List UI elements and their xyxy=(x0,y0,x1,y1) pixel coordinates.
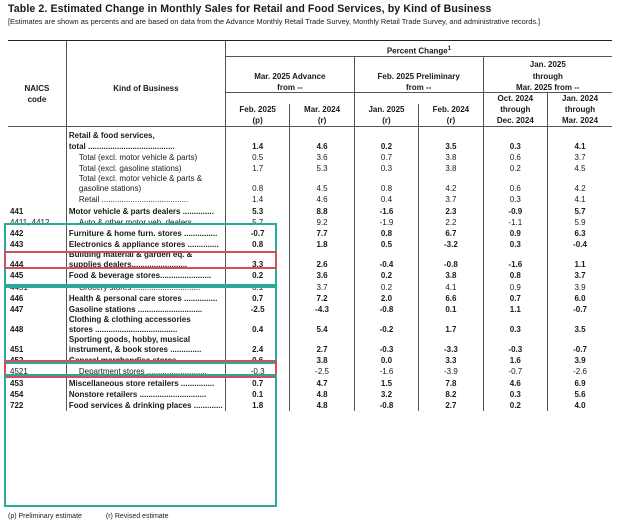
kind-line-1: Department stores ........................... xyxy=(78,367,207,377)
value-cell: 2.0 xyxy=(354,293,418,304)
value-cell: 0.8 xyxy=(225,239,289,250)
value-cell: -0.4 xyxy=(548,239,612,250)
value-cell: -1.6 xyxy=(354,366,418,377)
value-cell: 1.8 xyxy=(225,400,289,411)
value-cell: 5.4 xyxy=(290,315,354,335)
sales-table-container xyxy=(8,40,612,411)
value-cell: 0.8 xyxy=(483,270,547,281)
naics-code-cell: 447 xyxy=(10,304,24,314)
naics-code-cell xyxy=(8,152,66,163)
value-cell: -0.7 xyxy=(483,366,547,377)
naics-code-cell: 4411, 4412 xyxy=(10,217,50,227)
kind-of-business-header: Kind of Business xyxy=(66,81,225,93)
value-cell: 4.2 xyxy=(419,174,483,194)
value-cell: 0.9 xyxy=(483,281,547,292)
naics-code-cell: 441 xyxy=(10,206,24,216)
value-cell: -0.9 xyxy=(483,205,547,216)
kind-of-business-cell xyxy=(66,228,225,239)
value-cell: 0.1 xyxy=(419,304,483,315)
kind-line-1: Food services & drinking places ............. xyxy=(68,400,223,410)
footnote-preliminary: (p) Preliminary estimate xyxy=(8,513,82,520)
value-cell: 0.3 xyxy=(483,239,547,250)
naics-code-cell xyxy=(8,163,66,174)
kind-line-1: Total (excl. motor vehicle & parts) xyxy=(78,153,198,163)
kind-line-1: Building material & garden eq. & xyxy=(68,250,193,260)
col5-line2: through xyxy=(483,104,547,115)
value-cell: -3.2 xyxy=(419,239,483,250)
value-cell: 0.4 xyxy=(225,315,289,335)
naics-code-cell: 451 xyxy=(10,344,24,354)
value-cell: 0.3 xyxy=(483,315,547,335)
value-cell: 1.1 xyxy=(483,304,547,315)
value-cell xyxy=(225,130,289,141)
naics-code-cell: 454 xyxy=(10,389,24,399)
kind-of-business-cell xyxy=(66,281,225,292)
table-row xyxy=(8,400,612,411)
kind-of-business-cell xyxy=(66,194,225,205)
value-cell: 5.7 xyxy=(548,205,612,216)
col6-line1: Jan. 2024 xyxy=(548,93,612,104)
kind-of-business-cell xyxy=(66,293,225,304)
value-cell: 0.2 xyxy=(483,163,547,174)
value-cell: 7.2 xyxy=(290,293,354,304)
value-cell: -4.3 xyxy=(290,304,354,315)
kind-line-1: General merchandise stores................... xyxy=(68,356,219,366)
naics-code-cell: 445 xyxy=(10,271,24,281)
value-cell: 2.2 xyxy=(419,217,483,228)
kind-line-1: total ....................................... xyxy=(68,141,175,151)
value-cell: 0.1 xyxy=(225,281,289,292)
value-cell: 0.8 xyxy=(354,174,418,194)
naics-code-cell xyxy=(8,141,66,152)
value-cell: 8.2 xyxy=(419,389,483,400)
value-cell: 3.8 xyxy=(419,152,483,163)
value-cell xyxy=(419,130,483,141)
value-cell: 0.0 xyxy=(354,355,418,366)
value-cell: 0.3 xyxy=(483,389,547,400)
naics-code-cell: 722 xyxy=(10,400,24,410)
value-cell: 0.7 xyxy=(354,152,418,163)
table-row xyxy=(8,228,612,239)
value-cell: -0.3 xyxy=(354,335,418,355)
table-row xyxy=(8,205,612,216)
value-cell: -0.3 xyxy=(225,366,289,377)
value-cell: 7.7 xyxy=(290,228,354,239)
value-cell: 3.2 xyxy=(354,389,418,400)
table-row xyxy=(8,163,612,174)
value-cell: -0.7 xyxy=(548,304,612,315)
sales-change-table xyxy=(8,40,612,411)
value-cell: 0.7 xyxy=(225,293,289,304)
kind-of-business-cell xyxy=(66,400,225,411)
kind-of-business-cell xyxy=(66,335,225,355)
naics-header-line2: code xyxy=(27,94,47,104)
value-cell xyxy=(483,130,547,141)
col6-line3: Mar. 2024 xyxy=(548,115,612,127)
value-cell: 4.2 xyxy=(548,174,612,194)
value-cell: 4.0 xyxy=(548,400,612,411)
value-cell: 1.4 xyxy=(225,194,289,205)
kind-line-2: instrument, & book stores .............. xyxy=(68,344,202,354)
value-cell: 0.4 xyxy=(354,194,418,205)
value-cell: 4.7 xyxy=(290,377,354,388)
value-cell: 3.7 xyxy=(290,281,354,292)
value-cell: 3.6 xyxy=(290,270,354,281)
value-cell: 4.8 xyxy=(290,389,354,400)
kind-of-business-cell xyxy=(66,239,225,250)
naics-code-cell: 442 xyxy=(10,229,24,238)
value-cell: -0.7 xyxy=(548,335,612,355)
col3-line2: (r) xyxy=(354,115,418,127)
value-cell: 3.5 xyxy=(548,315,612,335)
value-cell: -0.4 xyxy=(354,250,418,270)
value-cell: 2.4 xyxy=(225,335,289,355)
table-body xyxy=(8,130,612,411)
naics-code-cell: 453 xyxy=(10,378,24,388)
kind-of-business-cell xyxy=(66,205,225,216)
value-cell: 3.8 xyxy=(419,270,483,281)
table-row xyxy=(8,270,612,281)
table-row xyxy=(8,174,612,194)
value-cell: -2.6 xyxy=(548,366,612,377)
value-cell: -0.3 xyxy=(483,335,547,355)
col4-line1: Feb. 2024 xyxy=(419,104,483,115)
value-cell: 3.7 xyxy=(548,152,612,163)
value-cell: 2.6 xyxy=(290,250,354,270)
value-cell: 0.2 xyxy=(354,141,418,152)
value-cell: 1.6 xyxy=(483,355,547,366)
table-row xyxy=(8,239,612,250)
value-cell: -1.6 xyxy=(483,250,547,270)
value-cell: 6.9 xyxy=(548,377,612,388)
table-row xyxy=(8,194,612,205)
value-cell: 1.5 xyxy=(354,377,418,388)
table-row xyxy=(8,152,612,163)
naics-code-cell: 448 xyxy=(10,324,24,334)
value-cell: 1.7 xyxy=(225,163,289,174)
value-cell: -0.2 xyxy=(354,315,418,335)
table-row xyxy=(8,281,612,292)
naics-header-line1: NAICS xyxy=(24,83,50,93)
value-cell: 4.1 xyxy=(419,281,483,292)
value-cell: 4.1 xyxy=(548,141,612,152)
value-cell: -1.9 xyxy=(354,217,418,228)
table-header xyxy=(8,41,612,130)
value-cell: 0.3 xyxy=(483,141,547,152)
kind-of-business-cell xyxy=(66,377,225,388)
value-cell xyxy=(354,130,418,141)
value-cell xyxy=(548,130,612,141)
kind-line-1: Miscellaneous store retailers ............... xyxy=(68,378,215,388)
value-cell: 0.6 xyxy=(225,355,289,366)
naics-code-cell: 444 xyxy=(10,260,24,270)
value-cell: 4.5 xyxy=(290,174,354,194)
value-cell: 6.0 xyxy=(548,293,612,304)
value-cell: -0.7 xyxy=(225,228,289,239)
value-cell: 0.2 xyxy=(354,281,418,292)
value-cell: 9.2 xyxy=(290,217,354,228)
kind-line-1: Retail & food services, xyxy=(68,130,155,140)
value-cell: 0.7 xyxy=(483,293,547,304)
value-cell: 4.1 xyxy=(548,194,612,205)
value-cell: 0.9 xyxy=(483,228,547,239)
kind-of-business-cell xyxy=(66,270,225,281)
group-jan-2025: Jan. 2025 xyxy=(483,57,612,69)
col2-line1: Mar. 2024 xyxy=(290,104,354,115)
percent-change-header: Percent Change$^1$ xyxy=(225,43,612,57)
kind-of-business-cell xyxy=(66,174,225,194)
kind-of-business-cell xyxy=(66,304,225,315)
value-cell: 3.9 xyxy=(548,355,612,366)
value-cell: -0.8 xyxy=(354,400,418,411)
value-cell: 0.3 xyxy=(483,194,547,205)
kind-line-2: stores ..................................... xyxy=(68,324,178,334)
group-jan-2025-through: through xyxy=(483,69,612,81)
kind-of-business-cell xyxy=(66,250,225,270)
table-row xyxy=(8,366,612,377)
value-cell: 5.9 xyxy=(548,217,612,228)
group-mar-2025-advance: Mar. 2025 Advance xyxy=(225,69,354,81)
group-feb-2025-preliminary: Feb. 2025 Preliminary xyxy=(354,69,483,81)
naics-code-cell: 4451 xyxy=(10,282,28,292)
value-cell: 2.7 xyxy=(290,335,354,355)
value-cell: -1.1 xyxy=(483,217,547,228)
col5-line1: Oct. 2024 xyxy=(483,93,547,104)
value-cell: 3.7 xyxy=(419,194,483,205)
value-cell: 2.7 xyxy=(419,400,483,411)
kind-line-1: Motor vehicle & parts dealers .............. xyxy=(68,206,214,216)
group-from-2: from -- xyxy=(354,81,483,93)
naics-code-cell: 446 xyxy=(10,293,24,303)
col1-line1: Feb. 2025 xyxy=(225,104,289,115)
table-row xyxy=(8,293,612,304)
naics-code-cell xyxy=(8,130,66,141)
footnotes xyxy=(8,513,191,520)
value-cell: 3.3 xyxy=(225,250,289,270)
value-cell: -3.3 xyxy=(419,335,483,355)
value-cell: 4.6 xyxy=(290,141,354,152)
kind-line-1: Total (excl. gasoline stations) xyxy=(78,164,182,174)
kind-of-business-cell xyxy=(66,141,225,152)
kind-line-1: Food & beverage stores....................... xyxy=(68,271,212,281)
table-row xyxy=(8,355,612,366)
value-cell: -0.8 xyxy=(419,250,483,270)
kind-of-business-cell xyxy=(66,355,225,366)
value-cell: 0.1 xyxy=(225,389,289,400)
value-cell: 6.3 xyxy=(548,228,612,239)
value-cell: 4.6 xyxy=(483,377,547,388)
value-cell: 3.7 xyxy=(548,270,612,281)
col2-line2: (r) xyxy=(290,115,354,127)
value-cell: 6.7 xyxy=(419,228,483,239)
col4-line2: (r) xyxy=(419,115,483,127)
col5-line3: Dec. 2024 xyxy=(483,115,547,127)
value-cell: 5.3 xyxy=(225,205,289,216)
kind-line-1: Nonstore retailers .............................. xyxy=(68,389,207,399)
naics-code-cell: 443 xyxy=(10,240,24,250)
table-row xyxy=(8,250,612,270)
kind-of-business-cell xyxy=(66,163,225,174)
table-row xyxy=(8,217,612,228)
value-cell: 4.5 xyxy=(548,163,612,174)
value-cell: 1.8 xyxy=(290,239,354,250)
value-cell: -3.9 xyxy=(419,366,483,377)
value-cell xyxy=(290,130,354,141)
naics-code-cell xyxy=(8,194,66,205)
group-from-1: from -- xyxy=(225,81,354,93)
kind-line-1: Total (excl. motor vehicle & parts & xyxy=(78,174,203,184)
kind-line-1: Electronics & appliance stores .............. xyxy=(68,240,219,250)
naics-code-cell: 452 xyxy=(10,356,24,366)
table-row xyxy=(8,315,612,335)
value-cell: 0.7 xyxy=(225,377,289,388)
value-cell: 0.3 xyxy=(354,163,418,174)
table-title: Table 2. Estimated Change in Monthly Sales for Retail and Food Services, by Kind of Business xyxy=(8,3,492,15)
value-cell: -2.5 xyxy=(225,304,289,315)
value-cell: 0.8 xyxy=(354,228,418,239)
value-cell: 8.8 xyxy=(290,205,354,216)
kind-of-business-cell xyxy=(66,217,225,228)
value-cell: 3.8 xyxy=(290,355,354,366)
value-cell: -2.5 xyxy=(290,366,354,377)
value-cell: 1.1 xyxy=(548,250,612,270)
table-row xyxy=(8,377,612,388)
value-cell: -1.6 xyxy=(354,205,418,216)
kind-of-business-cell xyxy=(66,389,225,400)
value-cell: 0.2 xyxy=(483,400,547,411)
kind-line-1: Grocery stores .............................. xyxy=(78,282,201,292)
value-cell: 3.6 xyxy=(290,152,354,163)
kind-of-business-cell xyxy=(66,130,225,141)
naics-code-cell xyxy=(8,174,66,194)
value-cell: -0.8 xyxy=(354,304,418,315)
kind-of-business-cell xyxy=(66,366,225,377)
value-cell: 0.5 xyxy=(225,152,289,163)
value-cell: 1.7 xyxy=(419,315,483,335)
value-cell: 6.6 xyxy=(419,293,483,304)
table-row xyxy=(8,130,612,141)
kind-line-1: Furniture & home furn. stores ............... xyxy=(68,229,218,238)
value-cell: 5.7 xyxy=(225,217,289,228)
kind-line-1: Sporting goods, hobby, musical xyxy=(68,334,191,344)
kind-of-business-cell xyxy=(66,315,225,335)
value-cell: 3.3 xyxy=(419,355,483,366)
footnote-revised: (r) Revised estimate xyxy=(105,513,169,520)
value-cell: 4.6 xyxy=(290,194,354,205)
table-row xyxy=(8,141,612,152)
col1-line2: (p) xyxy=(225,115,289,127)
value-cell: 1.4 xyxy=(225,141,289,152)
value-cell: 3.5 xyxy=(419,141,483,152)
value-cell: 0.2 xyxy=(354,270,418,281)
value-cell: 0.6 xyxy=(483,152,547,163)
kind-line-1: Clothing & clothing accessories xyxy=(68,314,191,324)
table-row xyxy=(8,335,612,355)
value-cell: 2.3 xyxy=(419,205,483,216)
naics-code-cell: 4521 xyxy=(10,367,28,377)
kind-line-1: Health & personal care stores ............... xyxy=(68,293,218,303)
value-cell: 0.8 xyxy=(225,174,289,194)
kind-line-2: gasoline stations) xyxy=(78,184,142,194)
kind-line-1: Retail ....................................... xyxy=(78,195,189,205)
value-cell: 7.8 xyxy=(419,377,483,388)
value-cell: 5.3 xyxy=(290,163,354,174)
value-cell: 5.6 xyxy=(548,389,612,400)
value-cell: 0.2 xyxy=(225,270,289,281)
kind-line-2: supplies dealers......................... xyxy=(68,260,188,270)
value-cell: 3.8 xyxy=(419,163,483,174)
value-cell: 4.8 xyxy=(290,400,354,411)
kind-of-business-cell xyxy=(66,152,225,163)
value-cell: 3.9 xyxy=(548,281,612,292)
value-cell: 0.6 xyxy=(483,174,547,194)
table-row xyxy=(8,389,612,400)
kind-line-1: Gasoline stations ............................. xyxy=(68,304,203,314)
col3-line1: Jan. 2025 xyxy=(354,104,418,115)
kind-line-1: Auto & other motor veh. dealers ..... xyxy=(78,217,206,227)
table-row xyxy=(8,304,612,315)
col6-line2: through xyxy=(548,104,612,115)
value-cell: 0.5 xyxy=(354,239,418,250)
group-from-3: Mar. 2025 from -- xyxy=(483,81,612,93)
table-subtitle: [Estimates are shown as percents and are based on data from the Advance Monthly Retail Trade Survey, Monthly Retail Trade Survey, and administrative records.] xyxy=(8,17,541,26)
